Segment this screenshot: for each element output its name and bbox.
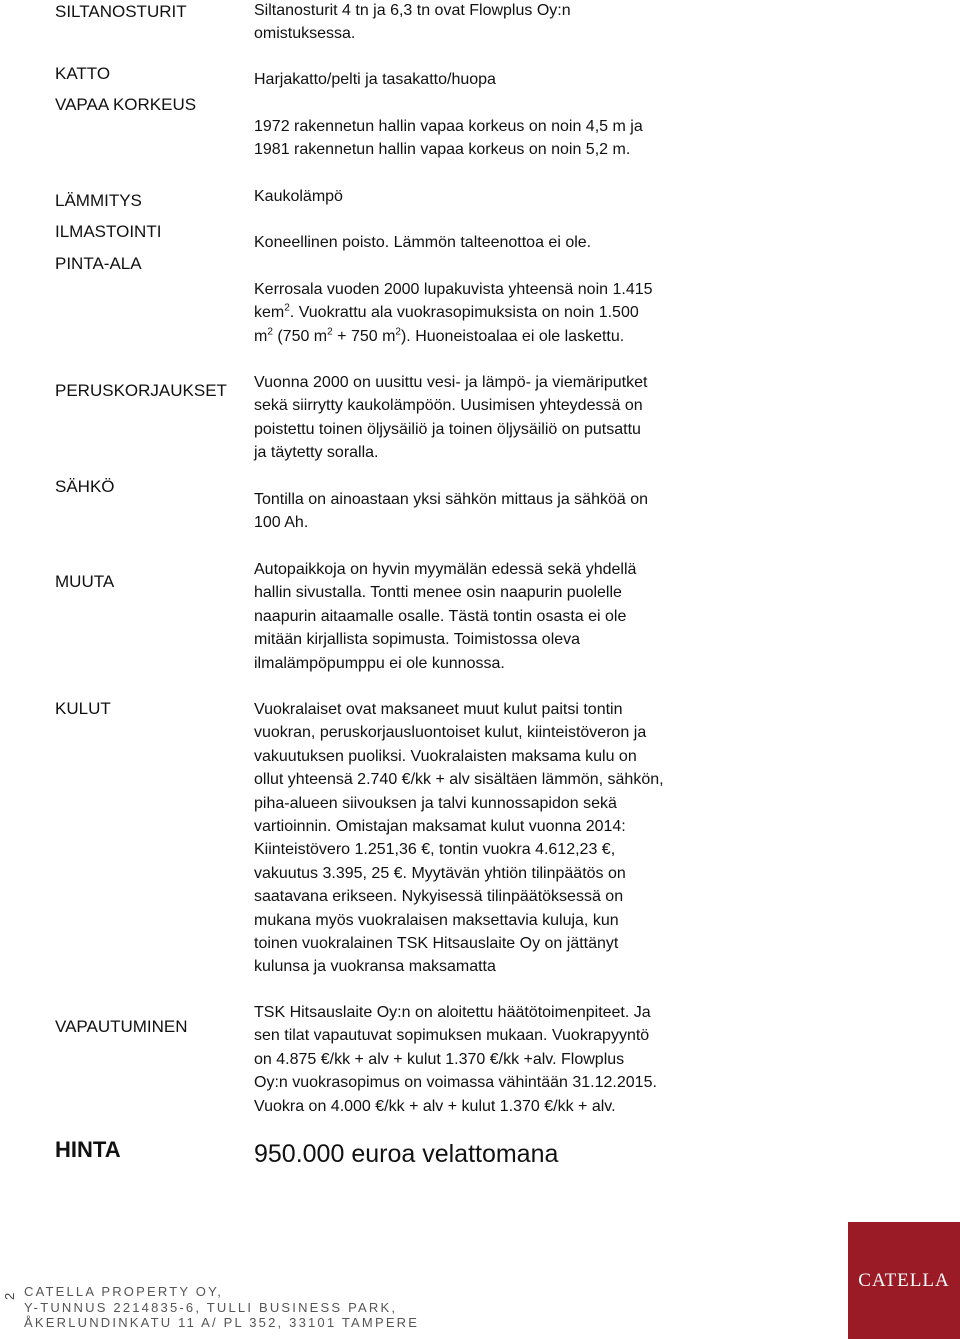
- value-line: Autopaikkoja on hyvin myymälän edessä sekä yhdellä: [254, 561, 637, 578]
- text-part: + 750 m: [332, 327, 396, 345]
- value-line: saatavana erikseen. Nykyisessä tilinpäätöksessä on: [254, 888, 624, 906]
- value-line: vuokran, peruskorjausluontoiset kulut, kiinteistöveron ja: [254, 724, 647, 742]
- label-kulut: KULUT: [55, 699, 111, 718]
- value-line: vakuutuksen puoliksi. Vuokralaisten maksama kulu on: [254, 747, 637, 765]
- value-line: poistettu toinen öljysäiliö ja toinen öljysäiliö on putsattu: [254, 420, 641, 438]
- value-lammitys: [254, 185, 724, 208]
- superscript: 2: [267, 326, 273, 338]
- value-line: Kerrosala vuoden 2000 lupakuvista yhteensä noin 1.415: [254, 281, 653, 298]
- value-line: Kaukolämpö: [254, 188, 343, 205]
- value-line: kulunsa ja vuokransa maksamatta: [254, 958, 496, 976]
- value-katto: [254, 68, 724, 91]
- value-line: Tontilla on ainoastaan yksi sähkön mittaus ja sähköä on: [254, 491, 649, 508]
- label-peruskorjaukset: PERUSKORJAUKSET: [55, 381, 227, 400]
- label-muuta: MUUTA: [55, 572, 115, 591]
- value-line: [254, 325, 724, 348]
- superscript: 2: [284, 303, 290, 315]
- value-line: Harjakatto/pelti ja tasakatto/huopa: [254, 71, 496, 88]
- value-line: mitään kirjallista sopimusta. Toimistossa oleva: [254, 631, 581, 649]
- logo-text: CATELLA: [858, 1269, 950, 1291]
- value-vapautuminen: [254, 1001, 724, 1118]
- value-line: piha-alueen siivouksen ja talvi kunnossapidon sekä: [254, 794, 617, 812]
- footer-line: Y-TUNNUS 2214835-6, TULLI BUSINESS PARK,: [24, 1299, 398, 1315]
- value-line: sekä siirrytty kaukolämpöön. Uusimisen yhteydessä on: [254, 397, 643, 415]
- value-line: Kiinteistövero 1.251,36 €, tontin vuokra 4.612,23 €,: [254, 841, 616, 859]
- value-line: omistuksessa.: [254, 25, 356, 43]
- value-line: vartioinnin. Omistajan maksamat kulut vuonna 2014:: [254, 818, 626, 836]
- text-part: ). Huoneistoalaa ei ole laskettu.: [400, 327, 625, 345]
- text-part: (750 m: [272, 327, 328, 345]
- label-vapautuminen: VAPAUTUMINEN: [55, 1017, 188, 1036]
- label-pinta-ala: PINTA-ALA: [55, 254, 142, 273]
- value-line: 1972 rakennetun hallin vapaa korkeus on noin 4,5 m ja: [254, 118, 643, 135]
- value-line: 1981 rakennetun hallin vapaa korkeus on noin 5,2 m.: [254, 141, 631, 159]
- label-ilmastointi: ILMASTOINTI: [55, 222, 162, 241]
- value-sahko: [254, 488, 724, 535]
- label-katto: KATTO: [55, 64, 111, 83]
- value-line: Vuonna 2000 on uusittu vesi- ja lämpö- ja viemäriputket: [254, 374, 648, 391]
- footer-line: ÅKERLUNDINKATU 11 A/ PL 352, 33101 TAMPERE: [24, 1315, 420, 1330]
- value-peruskorjaukset: [254, 371, 724, 465]
- footer-line: CATELLA PROPERTY OY,: [24, 1284, 224, 1299]
- value-line: Koneellinen poisto. Lämmön talteenottoa ei ole.: [254, 234, 592, 251]
- value-line: ilmalämpöpumppu ei ole kunnossa.: [254, 654, 505, 672]
- value-line: vakuutus 3.395, 25 €. Myytävän yhtiön tilinpäätös on: [254, 864, 626, 882]
- value-line: [254, 301, 724, 324]
- text-part: . Vuokrattu ala vuokrasopimuksista on noin 1.500: [289, 304, 639, 322]
- value-vapaa-korkeus: [254, 115, 724, 162]
- superscript: 2: [395, 326, 401, 338]
- label-siltanosturit: SILTANOSTURIT: [55, 2, 187, 21]
- value-line: TSK Hitsauslaite Oy:n on aloitettu häätötoimenpiteet. Ja: [254, 1004, 651, 1021]
- label-hinta: HINTA: [55, 1137, 121, 1162]
- value-muuta: [254, 558, 724, 675]
- value-line: hallin sivustalla. Tontti menee osin naapurin puolelle: [254, 584, 622, 602]
- value-line: naapurin aitaamalle osalle. Tästä tontin osasta ei ole: [254, 607, 627, 625]
- value-line: Vuokra on 4.000 €/kk + alv + kulut 1.370 €/kk + alv.: [254, 1097, 616, 1115]
- value-siltanosturit: [254, 0, 724, 46]
- value-line: toinen vuokralainen TSK Hitsauslaite Oy on jättänyt: [254, 935, 619, 953]
- label-lammitys: LÄMMITYS: [55, 191, 142, 210]
- value-line: Siltanosturit 4 tn ja 6,3 tn ovat Flowplus Oy:n: [254, 2, 571, 19]
- footer-address: [24, 1284, 419, 1331]
- value-line: ollut yhteensä 2.740 €/kk + alv sisältäen lämmön, sähkön,: [254, 771, 664, 789]
- label-sahko: SÄHKÖ: [55, 477, 115, 496]
- value-kulut: [254, 698, 724, 979]
- text-part: kem: [254, 304, 285, 322]
- page-number: 2: [2, 1292, 17, 1300]
- catella-logo: [848, 1222, 960, 1339]
- value-pinta-ala: [254, 278, 724, 348]
- value-line: Vuokralaiset ovat maksaneet muut kulut paitsi tontin: [254, 701, 623, 718]
- value-line: Oy:n vuokrasopimus on voimassa vähintään 31.12.2015.: [254, 1074, 657, 1092]
- value-hinta: 950.000 euroa velattomana: [254, 1140, 559, 1168]
- value-line: ja täytetty soralla.: [254, 444, 379, 462]
- value-line: on 4.875 €/kk + alv + kulut 1.370 €/kk +alv. Flowplus: [254, 1050, 625, 1068]
- text-part: m: [254, 327, 268, 345]
- value-line: 100 Ah.: [254, 514, 309, 532]
- superscript: 2: [327, 326, 333, 338]
- value-line: mukana myös vuokralaisen maksettavia kuluja, kun: [254, 911, 619, 929]
- value-ilmastointi: [254, 231, 724, 254]
- label-vapaa-korkeus: VAPAA KORKEUS: [55, 95, 197, 114]
- value-line: sen tilat vapautuvat sopimuksen mukaan. Vuokrapyyntö: [254, 1027, 650, 1045]
